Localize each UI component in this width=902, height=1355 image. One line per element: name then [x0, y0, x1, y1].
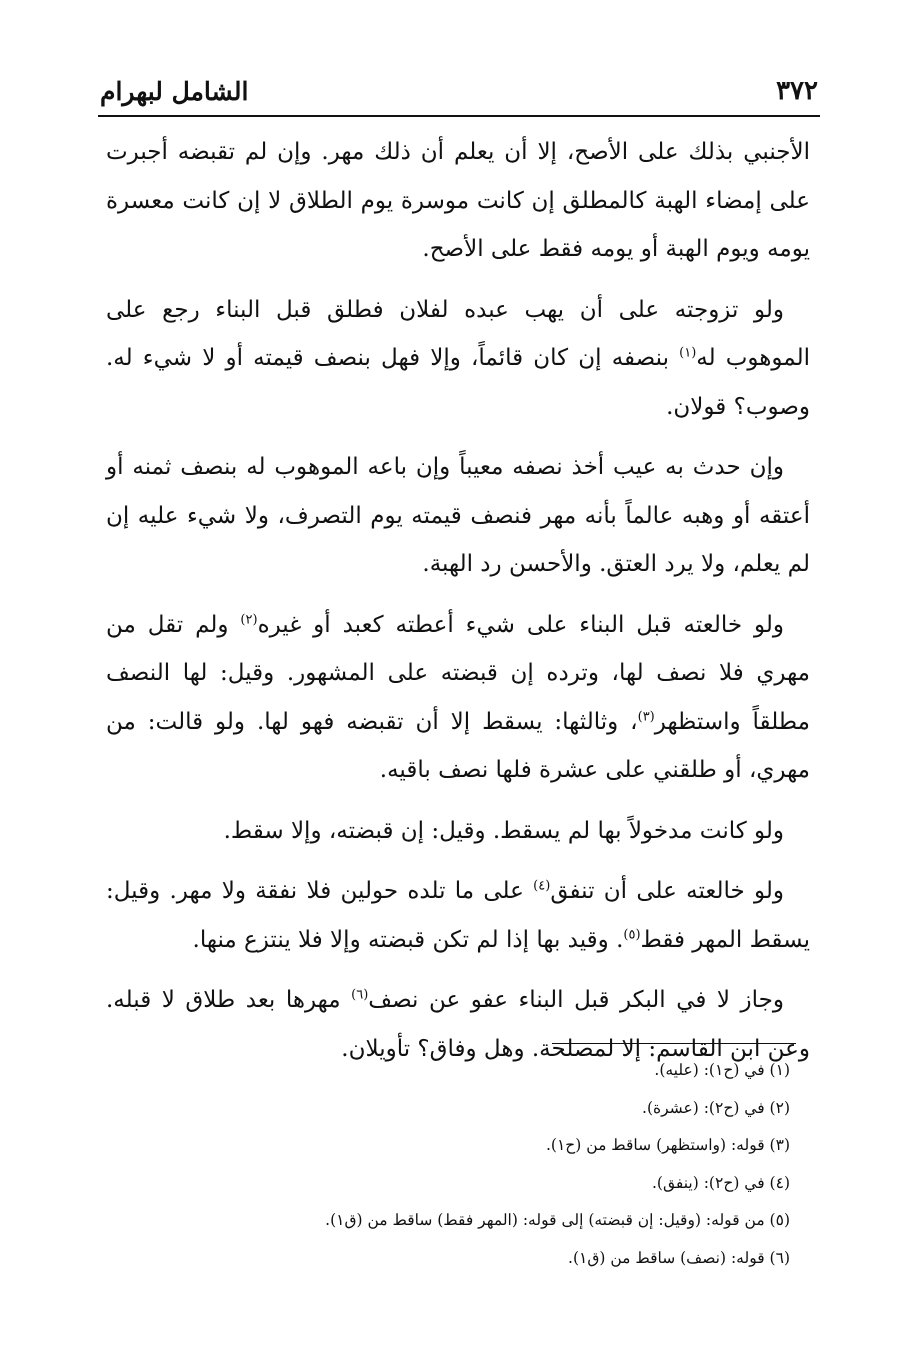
- footnotes: [106, 1052, 790, 1277]
- main-text: [106, 128, 810, 1085]
- paragraph-4: [106, 601, 810, 795]
- footnote-ref-6: (٦): [351, 987, 369, 1003]
- paragraph-text: . وقيد بها إذا لم تكن قبضته وإلا فلا ينتزع منها.: [192, 926, 624, 953]
- paragraph-text: ولو خالعته على أن تنفق: [550, 878, 784, 904]
- footnote-separator: [552, 1043, 796, 1044]
- footnote-1: (١) في (ح١): (عليه).: [654, 1061, 790, 1079]
- paragraph-text: وجاز لا في البكر قبل البناء عفو عن نصف: [368, 987, 784, 1013]
- footnote-ref-4: (٤): [533, 878, 551, 894]
- page-header: [98, 60, 820, 114]
- running-title: الشامل لبهرام: [100, 77, 249, 106]
- header-rule: [98, 115, 820, 117]
- paragraph-5: [106, 807, 810, 856]
- paragraph-text: بنصفه إن كان قائماً، وإلا فهل بنصف قيمته أو لا شيء له. وصوب؟ قولان.: [106, 345, 810, 420]
- paragraph-text: ولم تقل من مهري فلا نصف لها، وترده إن قبضته على المشهور. وقيل: لها النصف مطلقاً واستظهر: [106, 611, 810, 735]
- footnote-ref-5: (٥): [623, 926, 641, 942]
- footnote-ref-2: (٢): [240, 611, 258, 627]
- footnote-ref-1: (١): [679, 345, 697, 361]
- paragraph-6: [106, 867, 810, 964]
- paragraph-text: مهرها بعد طلاق لا قبله. وعن ابن القاسم: إلا لمصلحة. وهل وفاق؟ تأويلان.: [106, 987, 810, 1062]
- page-number: ٣٧٢: [776, 76, 818, 106]
- footnote-4: (٤) في (ح٢): (ينفق).: [652, 1173, 790, 1192]
- paragraph-1: [106, 128, 810, 274]
- paragraph-text: ولو تزوجته على أن يهب عبده لفلان فطلق قبل البناء رجع على الموهوب له: [106, 296, 810, 371]
- paragraph-text: وإن حدث به عيب أخذ نصفه معيباً وإن باعه الموهوب له بنصف ثمنه أو أعتقه أو وهبه عالماً بأنه مهر فنصف قيمته يوم التصرف، ولا شيء عليه إن لم يعلم، ولا يرد العتق. والأحسن رد الهبة.: [106, 454, 810, 577]
- paragraph-text: ، وثالثها: يسقط إلا أن تقبضه فهو لها. ولو قالت: من مهري، أو طلقني على عشرة فلها نصف باقيه.: [106, 708, 810, 783]
- paragraph-text: ولو كانت مدخولاً بها لم يسقط. وقيل: إن قبضته، وإلا سقط.: [223, 817, 784, 844]
- footnote-3: (٣) قوله: (واستظهر) ساقط من (ح١).: [545, 1136, 790, 1154]
- footnote-6: (٦) قوله: (نصف) ساقط من (ق١).: [568, 1248, 790, 1267]
- paragraph-text: الأجنبي بذلك على الأصح، إلا أن يعلم أن ذلك مهر. وإن لم تقبضه أجبرت على إمضاء الهبة كالمطلق إن كانت موسرة يوم الطلاق لا إن كانت معسرة يومه ويوم الهبة أو يومه فقط على الأصح.: [106, 139, 810, 262]
- footnote-5: (٥) من قوله: (وقيل: إن قبضته) إلى قوله: (المهر فقط) ساقط من (ق١).: [325, 1211, 790, 1229]
- paragraph-3: [106, 443, 810, 589]
- paragraph-text: على ما تلده حولين فلا نفقة ولا مهر. وقيل: يسقط المهر فقط: [106, 878, 810, 953]
- footnote-ref-3: (٣): [637, 708, 655, 724]
- paragraph-2: [106, 286, 810, 432]
- footnote-2: (٢) في (ح٢): (عشرة).: [642, 1098, 790, 1117]
- paragraph-text: ولو خالعته قبل البناء على شيء أعطته كعبد أو غيره: [257, 611, 785, 638]
